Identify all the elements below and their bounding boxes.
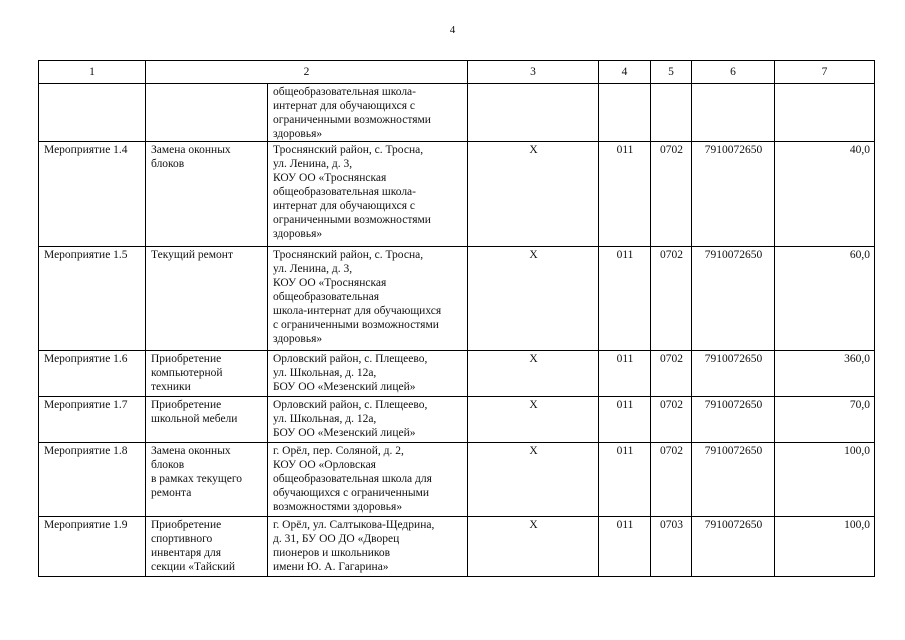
header-col-7: 7 xyxy=(775,61,875,84)
table-row xyxy=(39,351,875,397)
address-cell: г. Орёл, ул. Салтыкова-Щедрина, д. 31, БУ ОО ДО «Дворец пионеров и школьников имени Ю. А. Гагарина» xyxy=(268,517,468,577)
target-code-cell: 7910072650 xyxy=(692,443,775,517)
table-row xyxy=(39,397,875,443)
address-cell: г. Орёл, пер. Соляной, д. 2, КОУ ОО «Орловская общеобразовательная школа для обучающихся с ограниченными возможностями здоровья» xyxy=(268,443,468,517)
table-row xyxy=(39,517,875,577)
header-col-5: 5 xyxy=(651,61,692,84)
event-number-cell: Мероприятие 1.4 xyxy=(39,142,146,247)
marker-cell: X xyxy=(468,247,599,351)
target-code-cell: 7910072650 xyxy=(692,247,775,351)
header-row xyxy=(39,61,875,84)
code-cell xyxy=(599,84,651,142)
target-code-cell: 7910072650 xyxy=(692,517,775,577)
code-cell: 011 xyxy=(599,517,651,577)
budget-table xyxy=(38,60,875,577)
code-cell: 011 xyxy=(599,351,651,397)
section-cell: 0702 xyxy=(651,142,692,247)
table-row xyxy=(39,247,875,351)
section-cell: 0702 xyxy=(651,397,692,443)
amount-cell: 100,0 xyxy=(775,443,875,517)
event-name-cell: Приобретение компьютерной техники xyxy=(146,351,268,397)
section-cell: 0702 xyxy=(651,443,692,517)
target-code-cell: 7910072650 xyxy=(692,397,775,443)
code-cell: 011 xyxy=(599,142,651,247)
amount-cell xyxy=(775,84,875,142)
amount-cell: 100,0 xyxy=(775,517,875,577)
target-code-cell: 7910072650 xyxy=(692,351,775,397)
header-col-1: 1 xyxy=(39,61,146,84)
section-cell: 0702 xyxy=(651,247,692,351)
address-cell: Троснянский район, с. Тросна, ул. Ленина, д. 3, КОУ ОО «Троснянская общеобразовательная школа-интернат для обучающихся с ограниченными возможностями здоровья» xyxy=(268,247,468,351)
event-number-cell: Мероприятие 1.5 xyxy=(39,247,146,351)
page-number: 4 xyxy=(449,24,456,36)
address-cell: Орловский район, с. Плещеево, ул. Школьная, д. 12а, БОУ ОО «Мезенский лицей» xyxy=(268,351,468,397)
event-name-cell: Замена оконных блоков xyxy=(146,142,268,247)
event-name-cell: Замена оконных блоков в рамках текущего ремонта xyxy=(146,443,268,517)
marker-cell: X xyxy=(468,517,599,577)
amount-cell: 70,0 xyxy=(775,397,875,443)
target-code-cell: 7910072650 xyxy=(692,142,775,247)
table-row xyxy=(39,84,875,142)
event-number-cell: Мероприятие 1.6 xyxy=(39,351,146,397)
event-name-cell xyxy=(146,84,268,142)
target-code-cell xyxy=(692,84,775,142)
address-cell: общеобразовательная школа- интернат для обучающихся с ограниченными возможностями здоровья» xyxy=(268,84,468,142)
marker-cell xyxy=(468,84,599,142)
header-col-4: 4 xyxy=(599,61,651,84)
code-cell: 011 xyxy=(599,247,651,351)
address-cell: Орловский район, с. Плещеево, ул. Школьная, д. 12а, БОУ ОО «Мезенский лицей» xyxy=(268,397,468,443)
marker-cell: X xyxy=(468,351,599,397)
amount-cell: 360,0 xyxy=(775,351,875,397)
amount-cell: 60,0 xyxy=(775,247,875,351)
section-cell: 0703 xyxy=(651,517,692,577)
table-row xyxy=(39,443,875,517)
event-number-cell xyxy=(39,84,146,142)
table-row xyxy=(39,142,875,247)
address-cell: Троснянский район, с. Тросна, ул. Ленина, д. 3, КОУ ОО «Троснянская общеобразовательная школа- интернат для обучающихся с ограниченными возможностями здоровья» xyxy=(268,142,468,247)
section-cell xyxy=(651,84,692,142)
header-col-6: 6 xyxy=(692,61,775,84)
event-name-cell: Приобретение спортивного инвентаря для секции «Тайский xyxy=(146,517,268,577)
marker-cell: X xyxy=(468,142,599,247)
marker-cell: X xyxy=(468,443,599,517)
marker-cell: X xyxy=(468,397,599,443)
code-cell: 011 xyxy=(599,397,651,443)
event-number-cell: Мероприятие 1.9 xyxy=(39,517,146,577)
section-cell: 0702 xyxy=(651,351,692,397)
code-cell: 011 xyxy=(599,443,651,517)
amount-cell: 40,0 xyxy=(775,142,875,247)
event-number-cell: Мероприятие 1.8 xyxy=(39,443,146,517)
event-number-cell: Мероприятие 1.7 xyxy=(39,397,146,443)
header-col-2: 2 xyxy=(146,61,468,84)
event-name-cell: Приобретение школьной мебели xyxy=(146,397,268,443)
header-col-3: 3 xyxy=(468,61,599,84)
event-name-cell: Текущий ремонт xyxy=(146,247,268,351)
